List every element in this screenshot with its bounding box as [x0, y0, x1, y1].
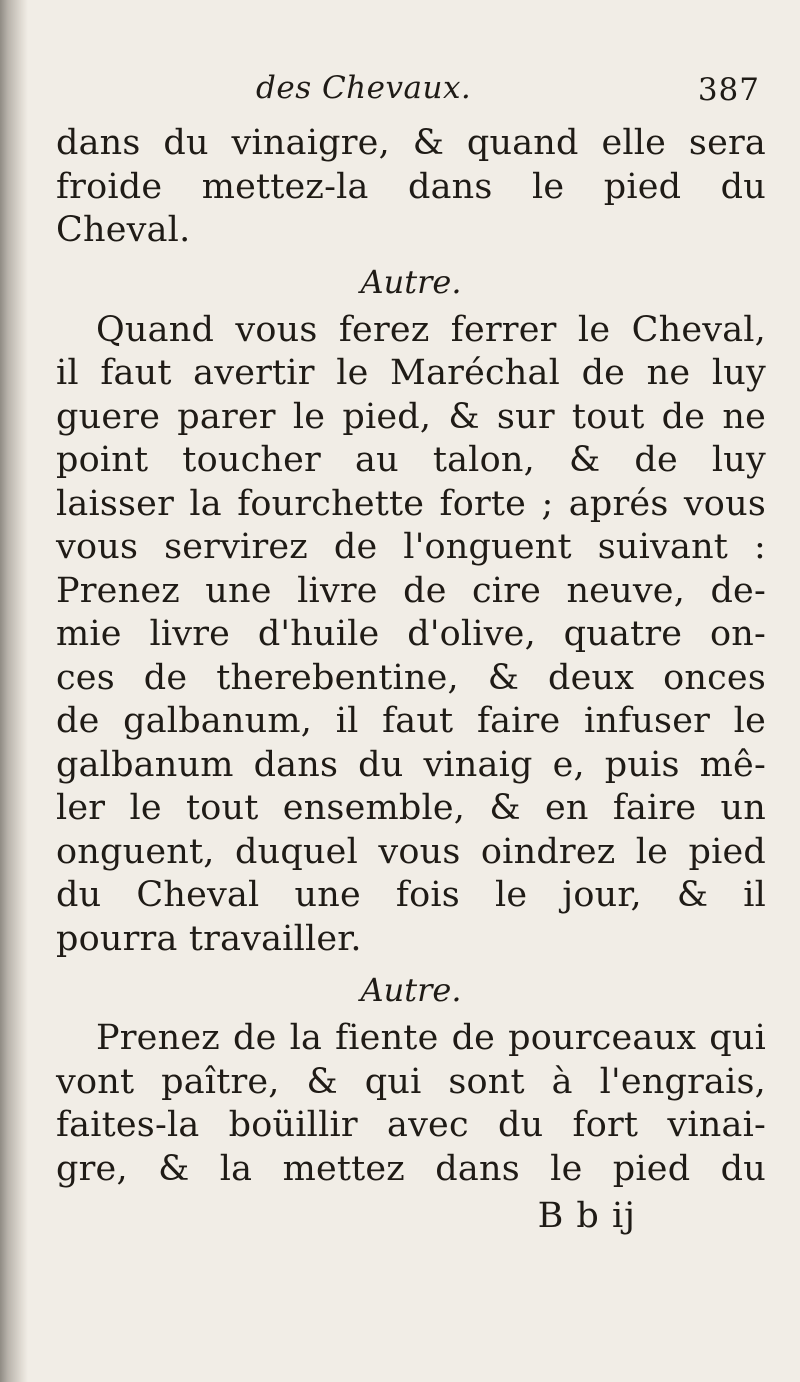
text-line: de galbanum, il faut faire infuser le	[56, 701, 766, 741]
page-text	[56, 70, 766, 1239]
text-line: ces de therebentine, & deux onces	[56, 657, 766, 698]
text-line: laisser la fourchette forte ; aprés vous	[56, 483, 766, 524]
text-line: faites-la boüillir avec du fort vinai-	[56, 1105, 766, 1145]
text-line: vous servirez de l'onguent suivant :	[56, 527, 766, 567]
text-line: Quand vous ferez ferrer le Cheval,	[96, 309, 766, 350]
text-line: il faut avertir le Maréchal de ne luy	[56, 353, 766, 393]
text-line: point toucher au talon, & de luy	[56, 440, 766, 480]
paragraph-continuation	[56, 122, 766, 253]
text-line: onguent, duquel vous oindrez le pied	[56, 831, 766, 872]
text-line: ler le tout ensemble, & en faire un	[56, 788, 766, 828]
text-line: vont paître, & qui sont à l'engrais,	[56, 1061, 766, 1102]
section-title: Autre.	[360, 971, 462, 1009]
page-number: 387	[697, 72, 760, 108]
recipe-paragraph	[56, 1017, 766, 1191]
recipe-paragraph	[56, 309, 766, 962]
binding-gutter	[0, 0, 28, 1382]
text-line: Prenez une livre de cire neuve, de-	[56, 570, 766, 611]
text-line: froide mettez-la dans le pied du	[56, 166, 766, 207]
text-line: dans du vinaigre, & quand elle sera	[56, 123, 766, 163]
text-line: guere parer le pied, & sur tout de ne	[56, 396, 766, 437]
text-line: du Cheval une fois le jour, & il	[56, 875, 766, 915]
text-line: pourra travailler.	[56, 918, 362, 959]
text-line: mie livre d'huile d'olive, quatre on-	[56, 614, 766, 654]
text-line: Cheval.	[56, 210, 191, 250]
section-title: Autre.	[360, 262, 462, 301]
running-head: des Chevaux.	[256, 70, 472, 106]
text-line: Prenez de la fiente de pourceaux qui	[96, 1018, 766, 1058]
signature-mark: B b ij	[537, 1196, 636, 1236]
text-line: galbanum dans du vinaig e, puis mê-	[56, 744, 766, 785]
text-line: gre, & la mettez dans le pied du	[56, 1148, 766, 1189]
page-header	[56, 70, 766, 120]
